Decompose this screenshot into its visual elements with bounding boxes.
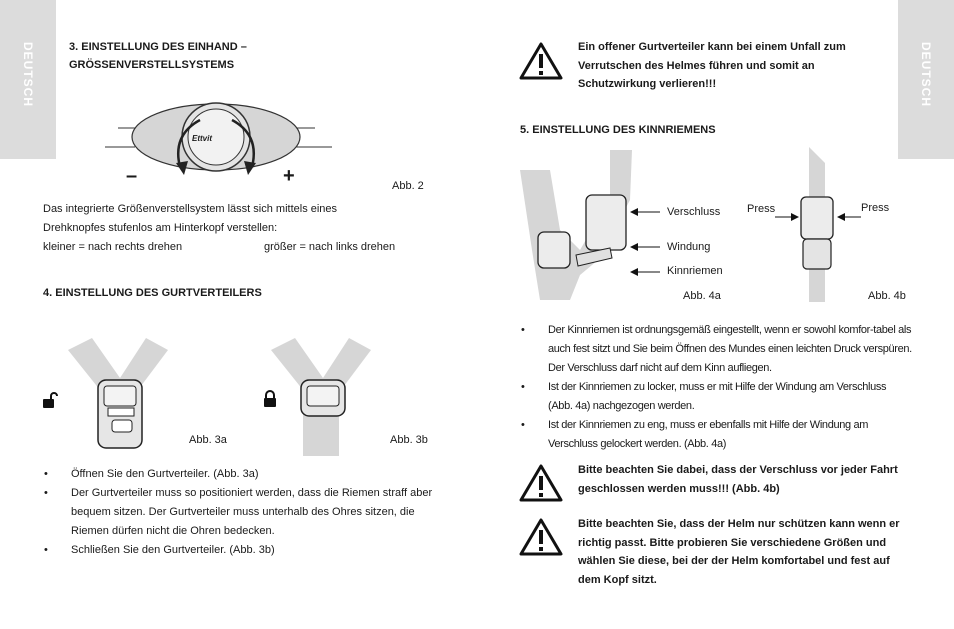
turn-smaller: kleiner = nach rechts drehen xyxy=(43,241,183,253)
section4-bullets xyxy=(43,465,433,560)
fig3b-caption: Abb. 3b xyxy=(390,434,428,446)
list-item: • Schließen Sie den Gurtverteiler. (Abb. 3b) xyxy=(43,541,433,560)
knob-brand-label: Ettvit xyxy=(192,134,212,143)
list-item: • Öffnen Sie den Gurtverteiler. (Abb. 3a) xyxy=(43,465,433,484)
section4-heading: 4. EINSTELLUNG DES GURTVERTEILERS xyxy=(43,287,262,299)
section5-bullets xyxy=(520,321,913,454)
warning-text-2: Bitte beachten Sie dabei, dass der Verschluss vor jeder Fahrt geschlossen werden muss!!! (Abb. 4b) xyxy=(578,464,898,495)
side-tab-left-label: DEUTSCH xyxy=(21,42,35,108)
warning-icon xyxy=(519,518,563,556)
fig4a-chin-strap-illustration xyxy=(520,150,640,300)
lock-open-icon xyxy=(42,393,58,409)
fig4a-caption: Abb. 4a xyxy=(683,290,721,302)
side-tab-left xyxy=(0,0,56,159)
label-verschluss: Verschluss xyxy=(667,206,721,218)
warning-icon xyxy=(519,464,563,502)
list-item: • Ist der Kinnriemen zu locker, muss er mit Hilfe der Windung am Verschluss (Abb. 4a) nachgezogen werden. xyxy=(520,378,913,416)
warning-icon xyxy=(519,42,563,80)
label-windung: Windung xyxy=(667,241,711,253)
list-item: • Der Kinnriemen ist ordnungsgemäß eingestellt, wenn er sowohl komfor-tabel als auch fest sitzt und Sie beim Öffnen des Mundes einen leichten Druck verspüren. Der Verschluss darf nicht auf dem Kinn aufliegen. xyxy=(520,321,913,378)
lock-closed-icon xyxy=(263,391,277,407)
label-press-left: Press xyxy=(747,203,776,215)
fig3a-strap-divider-open xyxy=(68,338,168,458)
section3-heading: 3. EINSTELLUNG DES EINHAND – GRÖSSENVERSTELLSYSTEMS xyxy=(69,41,247,71)
list-item: • Ist der Kinnriemen zu eng, muss er ebenfalls mit Hilfe der Windung am Verschluss gelockert werden. (Abb. 4a) xyxy=(520,416,913,454)
fig4b-buckle-press-illustration xyxy=(765,147,865,302)
fig2-caption: Abb. 2 xyxy=(392,180,424,192)
section5-heading: 5. EINSTELLUNG DES KINNRIEMENS xyxy=(520,124,716,136)
plus-sign: + xyxy=(283,165,295,187)
side-tab-right xyxy=(898,0,954,159)
list-item: • Der Gurtverteiler muss so positioniert werden, dass die Riemen straff aber bequem sitzen. Der Gurtverteiler muss unterhalb des Ohres sitzen, die Riemen dürfen nicht die Ohren bedecken. xyxy=(43,484,433,541)
label-press-right: Press xyxy=(861,202,890,214)
section3-text: Das integrierte Größenverstellsystem lässt sich mittels eines Drehknopfes stufenlos am Hinterkopf verstellen: xyxy=(43,203,338,234)
fig3b-strap-divider-closed xyxy=(271,338,371,458)
minus-sign: – xyxy=(126,165,138,187)
warning-text-1: Ein offener Gurtverteiler kann bei einem Unfall zum Verrutschen des Helmes führen und somit an Schutzwirkung verlieren!!! xyxy=(578,41,846,90)
label-kinnriemen: Kinnriemen xyxy=(667,265,723,277)
warning-text-3: Bitte beachten Sie, dass der Helm nur schützen kann wenn er richtig passt. Bitte probieren Sie verschiedene Größen und wählen Sie diese, bei der der Helm komfortabel und fest auf dem Kopf sitzt. xyxy=(578,518,900,586)
fig4b-caption: Abb. 4b xyxy=(868,290,906,302)
side-tab-right-label: DEUTSCH xyxy=(919,42,933,108)
fig3a-caption: Abb. 3a xyxy=(189,434,227,446)
turn-bigger: größer = nach links drehen xyxy=(264,241,396,253)
fig4a-pointer-arrows xyxy=(630,206,660,281)
